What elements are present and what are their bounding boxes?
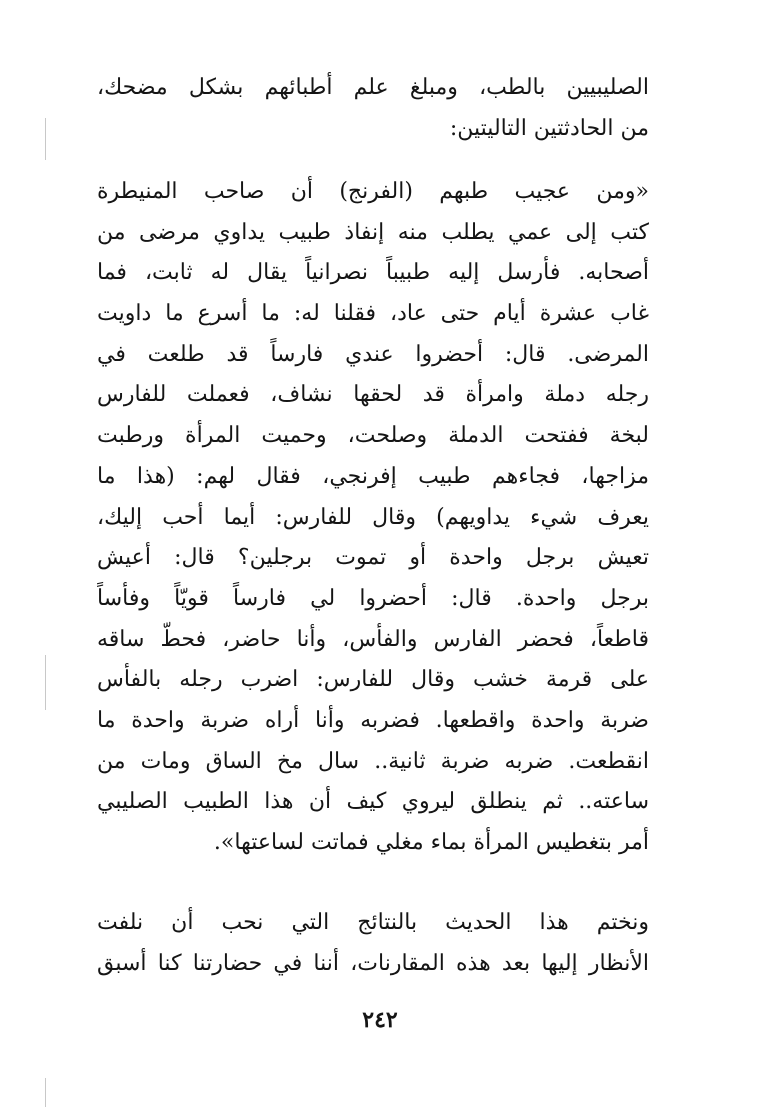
text-line: مزاجها، فجاءهم طبيب إفرنجي، فقال لهم: (هذا ما [97,463,649,489]
text-line: الصليبيين بالطب، ومبلغ علم أطبائهم بشكل مضحك، [97,75,649,100]
scan-edge-mark [45,118,46,160]
text-line: أصحابه. فأرسل إليه طبيباً نصرانياً يقال له ثابت، فما [97,260,649,286]
text-line: أمر بتغطيس المرأة بماء مغلي فماتت لساعتها». [213,830,649,855]
text-line: تعيش برجل واحدة أو تموت برجلين؟ قال: أعيش [97,545,649,571]
text-line: ساعته.. ثم ينطلق ليروي كيف أن هذا الطبيب الصليبي [97,789,649,815]
text-line: برجل واحدة. قال: أحضروا لي فارساً قويّاً وفأساً [97,585,649,611]
text-line: غاب عشرة أيام حتى عاد، فقلنا له: ما أسرع ما داويت [97,301,649,327]
quoted-account-paragraph [97,172,649,864]
text-line: ضربة واحدة واقطعها. فضربه وأنا أراه ضربة واحدة ما [97,707,649,733]
text-line: «ومن عجيب طبهم (الفرنج) أن صاحب المنيطرة [97,179,649,204]
text-line: لبخة ففتحت الدملة وصلحت، وحميت المرأة ورطبت [97,423,649,449]
text-line: يعرف شيء يداويهم) وقال للفارس: أيما أحب إليك، [97,504,649,530]
text-line: قاطعاً، فحضر الفارس والفأس، وأنا حاضر، فحطّ ساقه [97,626,649,652]
text-line: ونختم هذا الحديث بالنتائج التي نحب أن نلفت [97,910,649,935]
text-line: الأنظار إليها بعد هذه المقارنات، أننا في حضارتنا كنا أسبق [97,950,649,976]
text-line: رجله دملة وامرأة قد لحقها نشاف، فعملت للفارس [97,382,649,408]
text-line: المرضى. قال: أحضروا عندي فارساً قد طلعت في [97,341,649,367]
intro-paragraph [97,68,649,149]
page-number: ٢٤٢ [362,1007,398,1033]
text-line: كتب إلى عمي يطلب منه إنفاذ طبيب يداوي مرضى من [97,219,649,245]
scan-edge-mark [45,655,46,710]
closing-paragraph [97,903,649,984]
text-line: على قرمة خشب وقال للفارس: اضرب رجله بالفأس [97,667,649,693]
scan-edge-mark [45,1078,46,1107]
text-line: انقطعت. ضربه ضربة ثانية.. سال مخ الساق ومات من [97,748,649,774]
text-line: من الحادثتين التاليتين: [449,115,649,141]
